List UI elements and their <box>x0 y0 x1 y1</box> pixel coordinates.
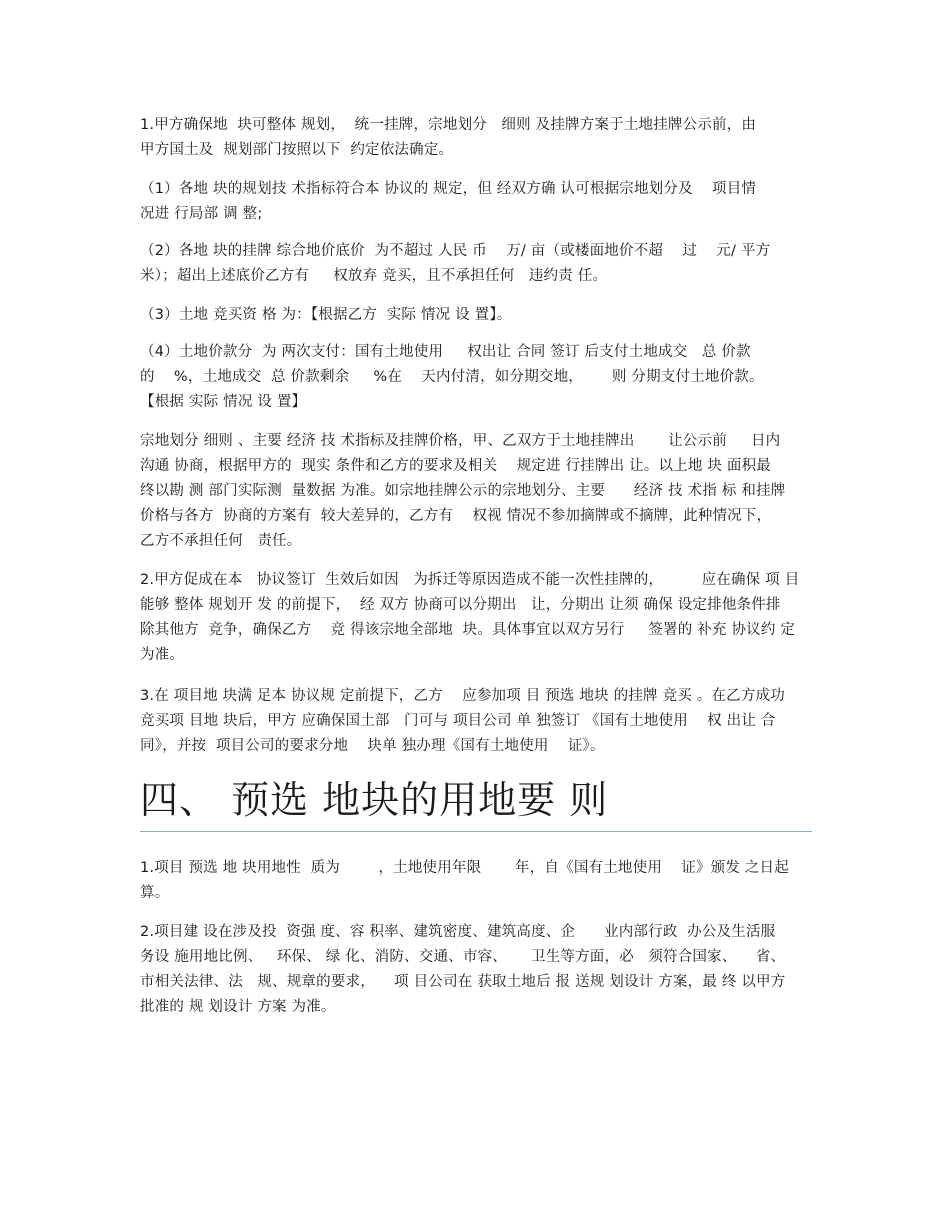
paragraph-land-planning: 1.甲方确保地 块可整体 规划， 统一挂牌，宗地划分 细则 及挂牌方案于土地挂牌公示前，由 甲方国土及 规划部门按照以下 约定依法确定。 <box>140 117 757 158</box>
document-body <box>140 113 812 1020</box>
paragraph-item-1: （1）各地 块的规划技 术指标符合本 协议的 规定，但 经双方确 认可根据宗地划分及 项目情 况进 行局部 调 整; <box>140 181 757 222</box>
paragraph-item-4: （4）土地价款分 为 两次支付：国有土地使用 权出让 合同 签订 后支付土地成交 总 价款 的 %，土地成交 总 价款剩余 %在 天内付清，如分期交地， 则 分期支付土地价款。 【根据 实际 情况 设 置】 <box>140 344 764 410</box>
paragraph-land-use-nature: 1.项目 预选 地 块用地性 质为 ，土地使用年限 年，自《国有土地使用 证》颁发 之日起 算。 <box>140 860 789 901</box>
paragraph-clause-3: 3.在 项目地 块满 足本 协议规 定前提下，乙方 应参加项 目 预选 地块 的挂牌 竞买 。在乙方成功 竞买项 目地 块后，甲方 应确保国土部 门可与 项目公司 单 独签订 《国有土地使用 权 出让 合 同》，并按 项目公司的要求分地 块单 独办理《国有土地使用 证》。 <box>140 688 785 754</box>
paragraph-construction-requirements: 2.项目建 设在涉及投 资强 度、容 积率、建筑密度、建筑高度、企 业内部行政 办公及生活服 务设 施用地比例、 环保、 绿 化、消防、交通、市容、 卫生等方面，必 须符合国家、 省、 市相关法律、法 规、规章的要求， 项 目公司在 获取土地后 报 送规 划设计 方案，最 终 以甲方 批准的 规 划设计 方案 为准。 <box>140 924 786 1015</box>
paragraph-item-2: （2）各地 块的挂牌 综合地价底价 为不超过 人民 币 万/ 亩（或楼面地价不超 过 元/ 平方 米）；超出上述底价乙方有 权放弃 竞买，且不承担任何 违约责 任。 <box>140 243 771 284</box>
paragraph-clause-2: 2.甲方促成在本 协议签订 生效后如因 为拆迁等原因造成不能一次性挂牌的， 应在确保 项 目 能够 整体 规划开 发 的前提下， 经 双方 协商可以分期出 让，分期出 让须 确保 设定排他条件排 除其他方 竞争，确保乙方 竞 得该宗地全部地 块。具体事宜以双方另行 签署的 补充 协议约 定 为准。 <box>140 572 800 663</box>
paragraph-item-3: （3）土地 竞买资 格 为：【根据乙方 实际 情况 设 置】。 <box>140 307 512 323</box>
section-heading: 四、 预选 地块的用地要 则 <box>140 775 812 832</box>
paragraph-parcel-division: 宗地划分 细则 、主要 经济 技 术指标及挂牌价格，甲、乙双方于土地挂牌出 让公示前 日内 沟通 协商，根据甲方的 现实 条件和乙方的要求及相关 规定进 行挂牌出 让。以上地 块 面积最 终以勘 测 部门实际测 量数据 为准。如宗地挂牌公示的宗地划分、主要 经济 技 术指 标 和挂牌 价格与各方 协商的方案有 较大差异的，乙方有 权视 情况不参加摘牌或不摘牌，此种情况下， 乙方不承担任何 责任。 <box>140 433 786 549</box>
